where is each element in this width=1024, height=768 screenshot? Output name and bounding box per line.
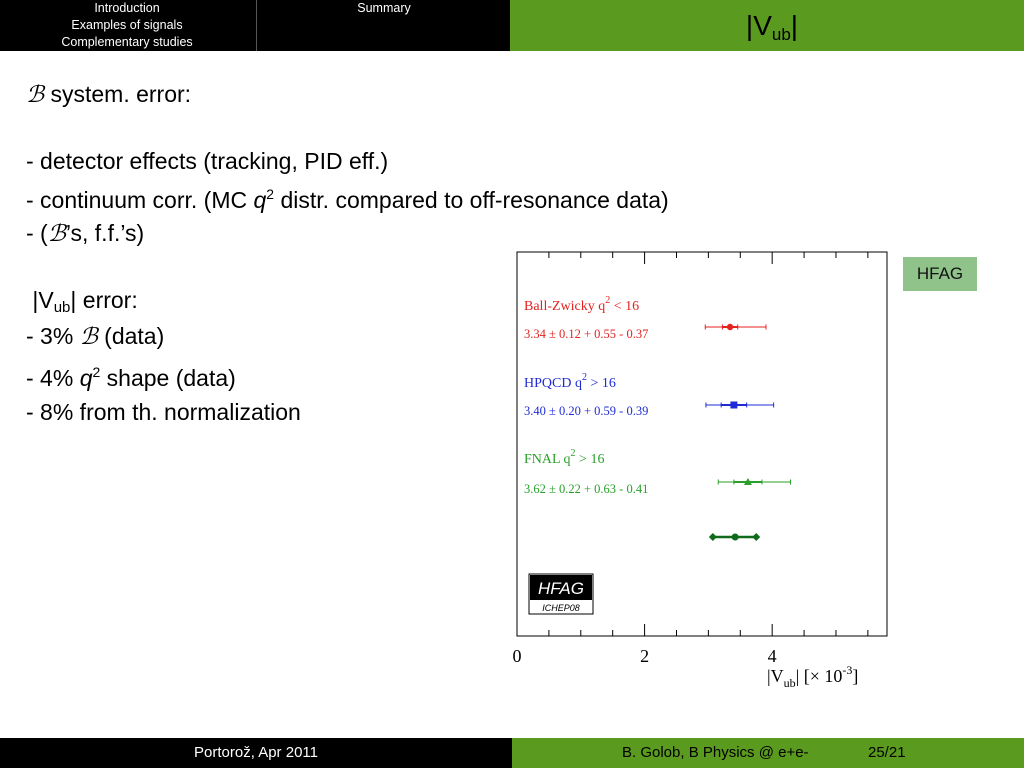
average-point [732, 534, 739, 541]
vub-chart [508, 250, 908, 695]
series-value-label: 3.62 ± 0.22 + 0.63 - 0.41 [524, 482, 649, 496]
bullet-8pct: - 8% from th. normalization [26, 399, 301, 425]
hfag-logo-text: HFAG [538, 579, 584, 598]
data-point [730, 402, 737, 409]
bullet-b-ff: - (ℬ’s, f.f.’s) [26, 220, 145, 247]
series-value-label: 3.40 ± 0.20 + 0.59 - 0.39 [524, 404, 649, 418]
bullet-3pct: - 3% ℬ (data) [26, 323, 165, 350]
nav-item-introduction[interactable]: Introduction [94, 1, 160, 15]
x-tick-label: 2 [640, 646, 650, 666]
footer-author: B. Golob, B Physics @ e+e- [622, 744, 809, 761]
series-label: HPQCD $q^2 > 16$ [524, 372, 616, 391]
x-axis-label: $|V_{ub}|$ [× $10^{-3}$] [767, 663, 859, 690]
bullet-4pct: - 4% $q^2$ shape (data) [26, 364, 236, 391]
nav-item-complementary-studies[interactable]: Complementary studies [61, 35, 193, 49]
nav-section-list-2 [256, 0, 511, 51]
series-label: FNAL $q^2 > 16$ [524, 448, 605, 467]
navigation-bar [0, 0, 510, 51]
series-label: Ball-Zwicky $q^2 < 16$ [524, 295, 640, 314]
b-syst-error-heading: ℬ system. error: [26, 81, 192, 108]
hfag-logo-subtext: ICHEP08 [542, 603, 580, 613]
frame-title: $|V_{ub}|$ [745, 10, 799, 44]
footer-location: Portorož, Apr 2011 [0, 738, 512, 768]
x-tick-label: 0 [512, 646, 522, 666]
nav-section-list [0, 0, 254, 51]
footer-bar [0, 738, 1024, 768]
hfag-badge: HFAG [903, 257, 977, 291]
nav-item-examples-of-signals[interactable]: Examples of signals [71, 18, 183, 32]
nav-item-summary[interactable]: Summary [357, 1, 411, 15]
footer-right [512, 738, 1024, 768]
bullet-continuum-corr: - continuum corr. (MC $q^2$ distr. compared to off-resonance data) [26, 186, 669, 213]
blank-line [26, 112, 669, 145]
x-tick-labels [513, 646, 777, 666]
vub-error-heading: $|V_{ub}|$ error: [32, 287, 138, 316]
footer-page-number[interactable]: 25/21 [868, 744, 906, 761]
bullet-detector-effects: - detector effects (tracking, PID eff.) [26, 148, 389, 174]
series-value-label: 3.34 ± 0.12 + 0.55 - 0.37 [524, 327, 649, 341]
hfag-logo [529, 574, 593, 614]
x-tick-label: 4 [767, 646, 777, 666]
data-point [727, 324, 733, 330]
header-bar [0, 0, 1024, 51]
vub-chart-svg [508, 250, 908, 695]
